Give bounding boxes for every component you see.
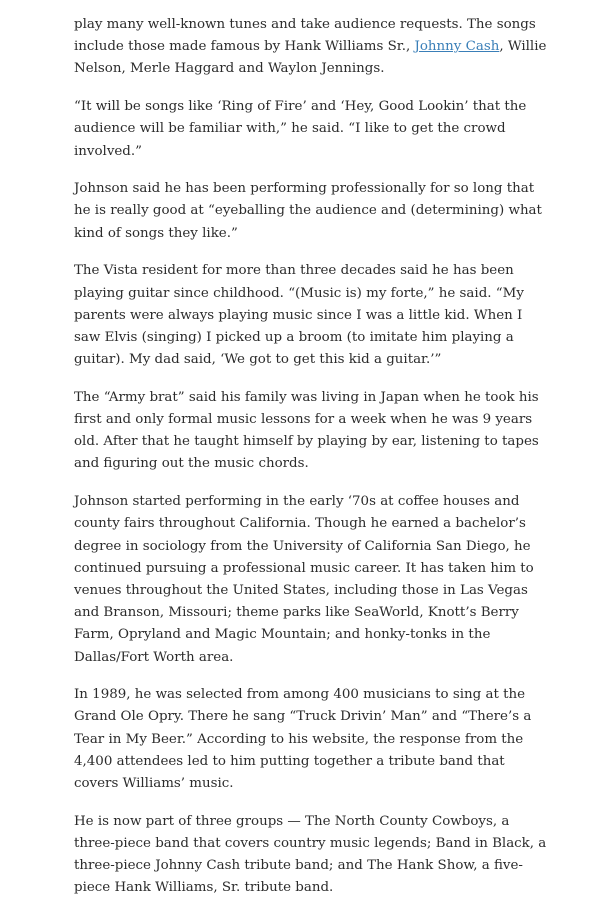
paragraph-3: Johnson said he has been performing professionally for so long that he is really good at “eyeballing the audience and (determining) what kind of songs they like.” — [74, 181, 542, 241]
paragraph-8: He is now part of three groups — The North County Cowboys, a three-piece band that covers country music legends; Band in Black, a three-piece Johnny Cash tribute band; and The Hank Show, a five-piece Hank Williams, Sr. tribute band. — [74, 813, 547, 896]
paragraph-2: “It will be songs like ‘Ring of Fire’ and ‘Hey, Good Lookin’ that the audience will be familiar with,” he said. “I like to get the crowd involved.” — [74, 99, 527, 159]
paragraph-6: Johnson started performing in the early ‘70s at coffee houses and county fairs throughout California. Though he earned a bachelor’s degree in sociology from the University of California San Diego, he continued pursuing a professional music career. It has taken him to venues throughout the United States, including those in Las Vegas and Branson, Missouri; theme parks like SeaWorld, Knott’s Berry Farm, Opryland and Magic Mountain; and honky-tonks in the Dallas/Fort Worth area. — [74, 494, 534, 665]
paragraph-5: The “Army brat” said his family was living in Japan when he took his first and only formal music lessons for a week when he was 9 years old. After that he taught himself by playing by ear, listening to tapes and figuring out the music chords. — [74, 389, 539, 472]
johnny-cash-link[interactable]: Johnny Cash — [414, 39, 500, 55]
paragraph-1 — [74, 14, 550, 81]
paragraph-1-text-before-link: play many well-known tunes and take audience requests. The songs include those made famous by Hank Williams Sr., — [74, 17, 536, 55]
paragraph-1-text-after-link: , Willie Nelson, Merle Haggard and Waylon Jennings. — [74, 39, 547, 77]
paragraph-7: In 1989, he was selected from among 400 musicians to sing at the Grand Ole Opry. There he sang “Truck Drivin’ Man” and “There’s a Tear in My Beer.” According to his website, the response from the 4,400 attendees led to him putting together a tribute band that covers Williams’ music. — [74, 687, 532, 792]
paragraph-4: The Vista resident for more than three decades said he has been playing guitar since childhood. “(Music is) my forte,” he said. “My parents were always playing music since I was a little kid. When I saw Elvis (singing) I picked up a broom (to imitate him playing a guitar). My dad said, ‘We got to get this kid a guitar.’” — [74, 263, 524, 368]
article-body — [74, 14, 550, 915]
